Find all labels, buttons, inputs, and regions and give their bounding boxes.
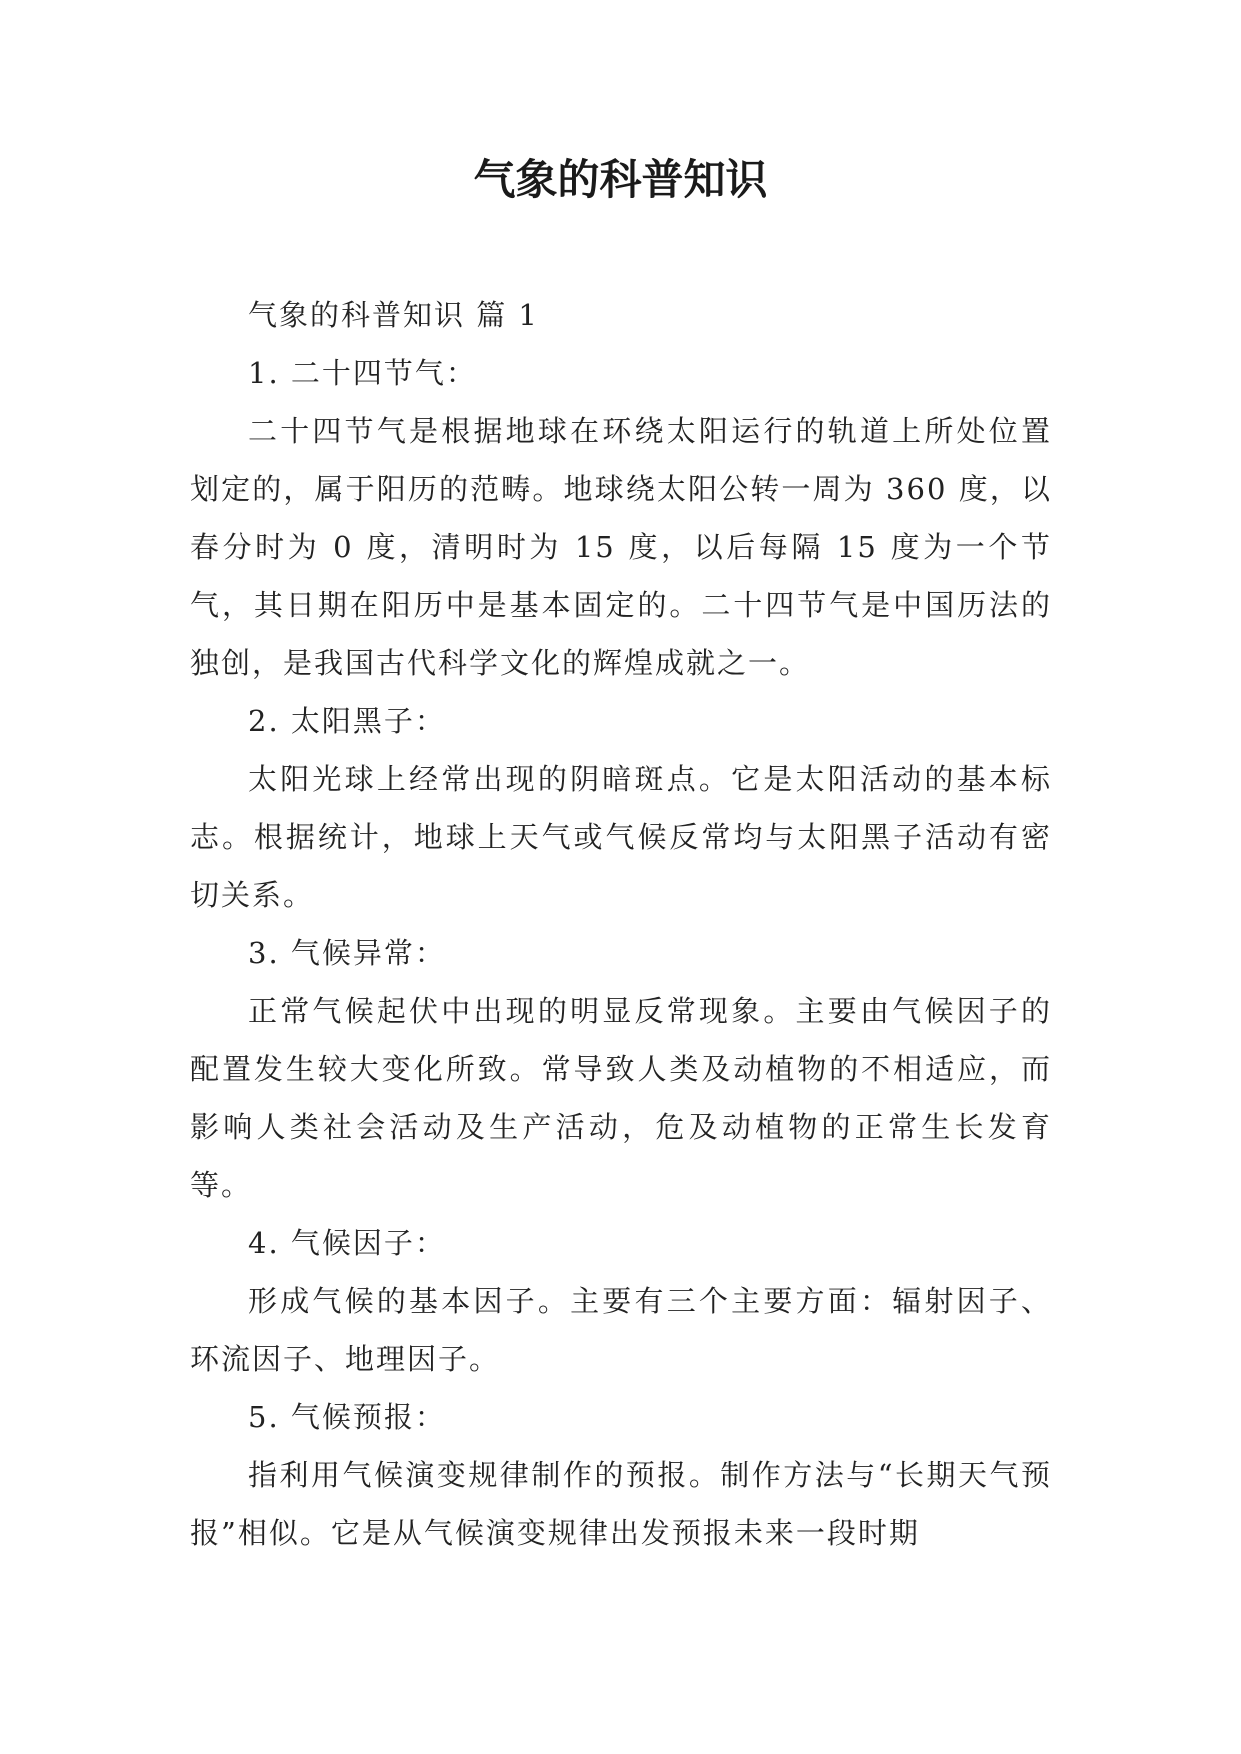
document-body (190, 286, 1052, 1562)
item-heading-sunspots: 2. 太阳黑子： (248, 704, 446, 738)
paragraph-climate-forecast: 指利用气候演变规律制作的预报。制作方法与“长期天气预报”相似。它是从气候演变规律出发预报未来一段时期 (190, 1458, 1052, 1550)
item-heading-climate-anomaly: 3. 气候异常： (248, 936, 446, 970)
item-heading-solar-terms: 1. 二十四节气： (248, 356, 477, 390)
paragraph-solar-terms: 二十四节气是根据地球在环绕太阳运行的轨道上所处位置划定的，属于阳历的范畴。地球绕太阳公转一周为 360 度，以春分时为 0 度，清明时为 15 度，以后每隔 15 度为一个节气，其日期在阳历中是基本固定的。二十四节气是中国历法的独创，是我国古代科学文化的辉煌成就之一。 (190, 414, 1052, 680)
document-title: 气象的科普知识 (473, 155, 768, 204)
paragraph-climate-anomaly: 正常气候起伏中出现的明显反常现象。主要由气候因子的配置发生较大变化所致。常导致人类及动植物的不相适应，而影响人类社会活动及生产活动，危及动植物的正常生长发育等。 (190, 994, 1052, 1202)
item-heading-climate-forecast: 5. 气候预报： (248, 1400, 446, 1434)
item-heading-climate-factors: 4. 气候因子： (248, 1226, 446, 1260)
paragraph-sunspots: 太阳光球上经常出现的阴暗斑点。它是太阳活动的基本标志。根据统计，地球上天气或气候反常均与太阳黑子活动有密切关系。 (190, 762, 1052, 912)
section-heading: 气象的科普知识 篇 1 (248, 298, 539, 332)
paragraph-climate-factors: 形成气候的基本因子。主要有三个主要方面：辐射因子、环流因子、地理因子。 (190, 1284, 1052, 1376)
